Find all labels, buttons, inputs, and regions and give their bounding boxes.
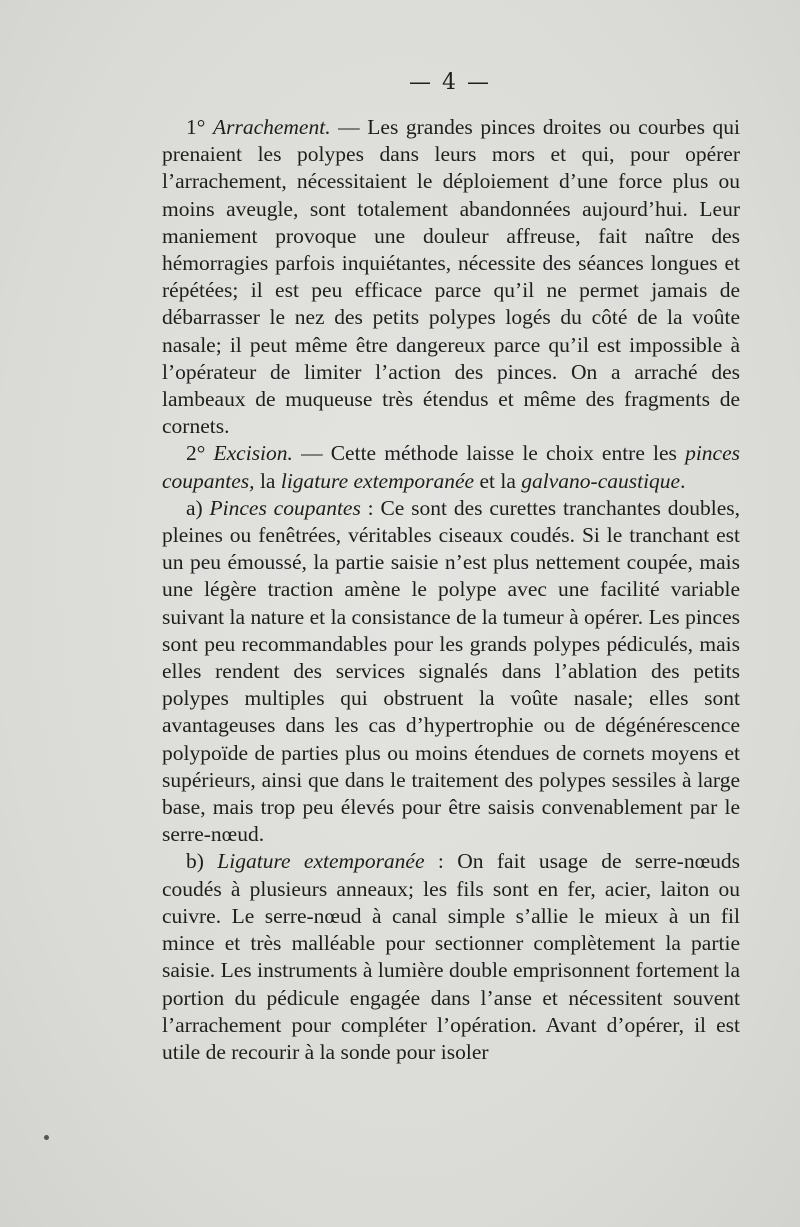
term: ligature extemporanée — [280, 468, 475, 493]
term: galvano-caustique — [521, 468, 681, 493]
paragraph-body: la — [254, 468, 281, 493]
paragraph-body: : Ce sont des curettes tranchantes doubles, pleines ou fenêtrées, véritables ciseaux coudés. Si le tranchant est un peu émoussé, la partie saisie n’est plus nettement coupée, mais une légère traction amène le polype avec une facilité variable suivant la nature et la consistance de la tumeur à opérer. Les pinces sont peu recommandables pour les grands polypes pédiculés, mais elles rendent des services signalés dans l’ablation des petits polypes multiples qui obstruent la voûte nasale; elles sont avantageuses dans les cas d’hypertrophie ou de dégénérescence polypoïde de parties plus ou moins étendues de cornets moyens et supérieurs, ainsi que dans le traitement des polypes sessiles à large base, mais trop peu élevés pour être saisis convenablement par le serre-nœud. — [162, 495, 740, 847]
paragraph-number: 2° — [186, 441, 214, 466]
paragraph-excision — [162, 440, 740, 494]
paragraph-letter: a) — [186, 495, 210, 520]
paragraph-body: — Les grandes pinces droites ou courbes qui prenaient les polypes dans leurs mors et qui, pour opérer l’arrachement, nécessitaient le déploiement d’une force plus ou moins aveugle, sont totalement abandonnées aujourd’hui. Leur maniement provoque une douleur affreuse, fait naître des hémorragies parfois inquiétantes, nécessite des séances longues et répétées; il est peu efficace parce qu’il ne permet jamais de débarrasser le nez des petits polypes logés du côté de la voûte nasale; il peut même être dangereux parce qu’il est impossible à l’opérateur de limiter l’action des pinces. On a arraché des lambeaux de muqueuse très étendus et même des fragments de cornets. — [162, 115, 740, 439]
paragraph-body: — Cette méthode laisse le choix entre les — [292, 441, 686, 466]
paragraph-pinces-coupantes — [162, 495, 740, 849]
paragraph-letter: b) — [186, 849, 218, 874]
paragraph-body: et la — [474, 468, 522, 493]
paragraph-body: . — [680, 468, 686, 493]
subsection-title: Ligature extemporanée — [217, 849, 425, 874]
paragraph-body: : On fait usage de serre-nœuds coudés à plusieurs anneaux; les fils sont en fer, acier, laiton ou cuivre. Le serre-nœud à canal simple s’allie le mieux à un fil mince et très malléable pour sectionner complètement la partie saisie. Les instruments à lumière double emprisonnent fortement la portion du pédicule engagée dans l’anse et nécessitent souvent l’arrachement pour compléter l’opération. Avant d’opérer, il est utile de recourir à la sonde pour isoler — [162, 849, 740, 1064]
section-title: Arrachement. — [212, 115, 331, 139]
ink-speck — [44, 1135, 49, 1140]
paragraph-arrachement — [162, 114, 740, 440]
body-text — [162, 114, 740, 1066]
term: pinces coupantes, — [162, 441, 740, 493]
subsection-title: Pinces coupantes — [209, 495, 361, 520]
section-title: Excision. — [213, 441, 293, 466]
paragraph-number: 1° — [186, 115, 213, 139]
page-number: — 4 — — [409, 70, 491, 95]
paragraph-ligature — [162, 848, 740, 1066]
